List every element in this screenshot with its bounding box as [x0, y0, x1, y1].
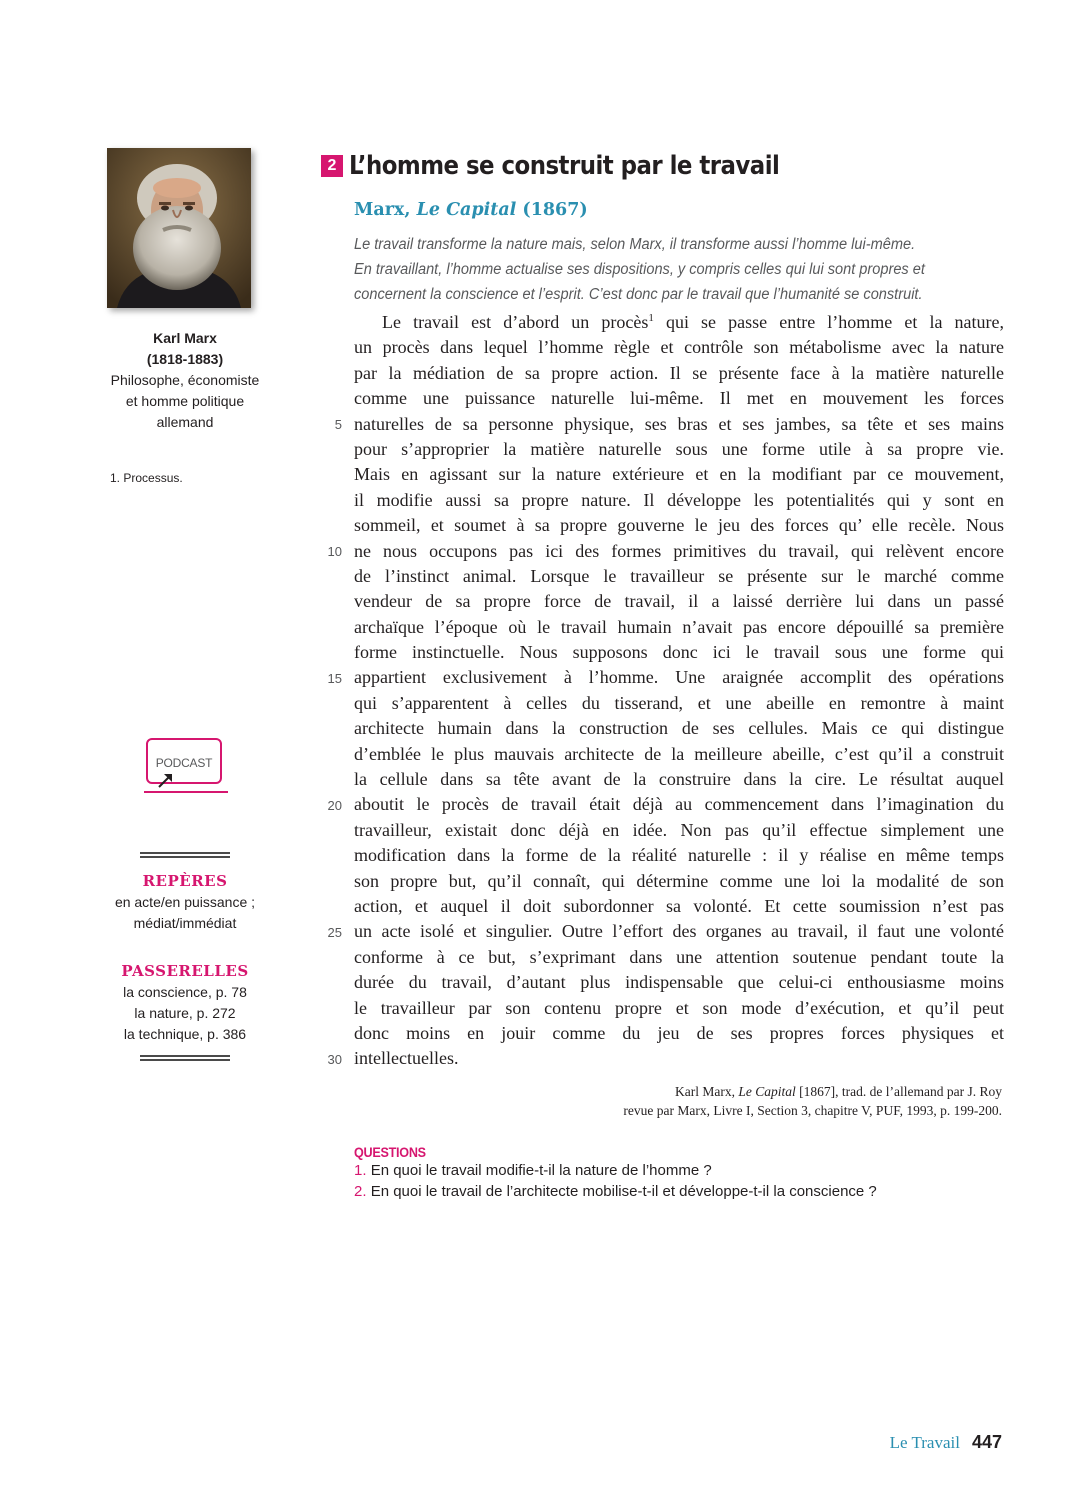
author-description-line: Philosophe, économiste	[110, 372, 260, 388]
excerpt-line: forme instinctuelle. Nous supposons donc ici le travail sous une forme qui	[354, 642, 1004, 663]
footnote: 1. Processus.	[110, 471, 183, 485]
excerpt-line: donc moins en jouir comme du jeu de ses propres forces physiques et	[354, 1022, 1004, 1043]
excerpt-line: action, et auquel il doit subordonner sa volonté. Et cette soumission n’est pas	[354, 895, 1004, 916]
excerpt-line: sommeil, et soumet à sa propre gouverne le jeu des forces qu’ elle recèle. Nous	[354, 515, 1004, 536]
excerpt-line: la cellule dans sa tête avant de la construire dans la cire. Le résultat auquel	[354, 769, 1004, 790]
reference-work: Le Capital	[416, 200, 517, 220]
excerpt-line: le travailleur par son contenu propre et son mode d’exécution, et qu’il peut	[354, 997, 1004, 1018]
document-number-badge: 2	[321, 155, 343, 177]
excerpt-line: par la médiation de sa propre action. Il se présente face à la matière naturelle	[354, 362, 1004, 383]
excerpt-line: conforme à ce but, s’exprimant dans une attention soutenue pendant toute la	[354, 946, 1004, 967]
line-number: 25	[327, 924, 342, 940]
portrait-image	[107, 148, 251, 308]
author-description-line: allemand	[156, 414, 214, 430]
podcast-underline	[144, 791, 228, 793]
passerelles-link[interactable]: la technique, p. 386	[123, 1026, 247, 1042]
passerelles-title: PASSERELLES	[121, 962, 249, 980]
page-number: 447	[971, 1432, 1002, 1452]
excerpt-line: ne nous occupons pas ici des formes primitives du travail, qui relèvent encore	[354, 540, 1004, 561]
podcast-label: PODCAST	[155, 756, 213, 770]
excerpt-line: archaïque l’époque où le travail humain n’avait pas encore dépouillé sa première	[354, 616, 1004, 637]
author-portrait	[107, 148, 251, 308]
line-number: 20	[327, 797, 342, 813]
footnote-marker: 1	[648, 312, 654, 324]
excerpt-line: durée du travail, d’autant plus indispensable que celui-ci enthousiasme moins	[354, 972, 1004, 993]
author-name: Karl Marx	[153, 330, 217, 346]
podcast-button[interactable]	[144, 738, 228, 794]
author-card	[100, 328, 270, 433]
divider	[140, 1055, 230, 1061]
chapter-name: Le Travail	[889, 1433, 960, 1452]
excerpt-line: travailleur, existait donc déjà en idée. Non pas qu’il effectue simplement une	[354, 819, 1004, 840]
excerpt-line: pour s’approprier la matière naturelle sous une forme utile à sa propre vie.	[354, 438, 1004, 459]
reference-author: Marx,	[354, 200, 417, 220]
excerpt-text: Le travail est d’abord un procès	[382, 312, 649, 332]
reference-year: (1867)	[516, 200, 588, 220]
intro-line: Le travail transforme la nature mais, selon Marx, il transforme aussi l’homme lui-même.	[354, 236, 916, 253]
excerpt-line: comme une puissance naturelle lui-même. Il met en mouvement les forces	[354, 388, 1004, 409]
question-text: En quoi le travail de l’architecte mobilise-t-il et développe-t-il la conscience ?	[370, 1183, 877, 1200]
source-work: Le Capital	[738, 1084, 796, 1099]
source-text: Karl Marx,	[675, 1084, 739, 1099]
question-number: 1.	[354, 1162, 367, 1179]
question-item	[354, 1181, 1014, 1202]
reperes-line: en acte/en puissance ;	[114, 894, 256, 910]
questions-block	[354, 1144, 1014, 1202]
question-item	[354, 1160, 1014, 1181]
source-line	[623, 1082, 1002, 1101]
excerpt-line: de l’instinct animal. Lorsque le travailleur se présente sur le marché comme	[354, 565, 1004, 586]
passerelles-link[interactable]: la conscience, p. 78	[123, 984, 247, 1000]
questions-title: QUESTIONS	[354, 1144, 426, 1160]
intro-line: En travaillant, l’homme actualise ses dispositions, y compris celles qui lui sont propres et	[354, 261, 925, 278]
excerpt-line: vendeur de sa propre force de travail, il a laissé derrière lui dans un passé	[354, 591, 1004, 612]
excerpt-text: qui se passe entre l’homme et la nature,	[653, 312, 1004, 332]
excerpt-line: aboutit le procès de travail était déjà au commencement dans l’imagination du	[354, 794, 1004, 815]
author-description-line: et homme politique	[125, 393, 245, 409]
excerpt-line: qui s’apparentent à celles du tisserand, et une abeille en remontre à maint	[354, 692, 1004, 713]
excerpt-line: il modifie aussi sa propre nature. Il développe les potentialités qui y sont en	[354, 489, 1004, 510]
question-number: 2.	[354, 1183, 367, 1200]
page-footer	[890, 1432, 1002, 1453]
author-dates: (1818-1883)	[146, 351, 224, 367]
passerelles-link[interactable]: la nature, p. 272	[134, 1005, 236, 1021]
excerpt-line: appartient exclusivement à l’homme. Une araignée accomplit des opérations	[354, 667, 1004, 688]
excerpt-line: modification dans la forme de la réalité naturelle : il y réalise en même temps	[354, 845, 1004, 866]
reperes-title: REPÈRES	[142, 872, 228, 890]
line-number: 10	[327, 543, 342, 559]
reperes-box	[110, 852, 260, 934]
introduction	[354, 232, 1014, 307]
document-heading	[321, 148, 838, 184]
excerpt-line: naturelles de sa personne physique, ses bras et ses jambes, sa tête et ses mains	[354, 413, 1004, 434]
intro-line: concernent la conscience et l’esprit. C’est donc par le travail que l’humanité se construit.	[354, 286, 923, 303]
source-citation	[623, 1082, 1002, 1120]
excerpt-line: intellectuelles.	[354, 1048, 459, 1069]
line-number: 15	[327, 670, 342, 686]
excerpt-line: un procès dans lequel l’homme règle et contrôle son métabolisme avec la nature	[354, 337, 1004, 358]
podcast-cursor-icon	[158, 772, 174, 788]
excerpt-body	[354, 310, 1004, 1072]
excerpt-line	[354, 310, 1004, 335]
excerpt-line: un acte isolé et singulier. Outre l’effort des organes au travail, il faut une volonté	[354, 921, 1004, 942]
line-number: 30	[327, 1051, 342, 1067]
source-line: revue par Marx, Livre I, Section 3, chapitre V, PUF, 1993, p. 199-200.	[623, 1103, 1002, 1118]
reperes-line: médiat/immédiat	[133, 915, 237, 931]
text-reference	[354, 200, 588, 220]
question-text: En quoi le travail modifie-t-il la nature de l’homme ?	[370, 1162, 712, 1179]
excerpt-line: son propre but, qu’il connaît, qui détermine comme une loi la modalité de son	[354, 870, 1004, 891]
divider	[140, 852, 230, 858]
excerpt-line: Mais en agissant sur la nature extérieure et en la modifiant par ce mouvement,	[354, 464, 1004, 485]
excerpt-line: architecte humain dans la construction de ses cellules. Mais ce qui distingue	[354, 718, 1004, 739]
passerelles-box	[110, 962, 260, 1061]
line-number: 5	[334, 416, 342, 432]
source-text: [1867], trad. de l’allemand par J. Roy	[795, 1084, 1002, 1099]
excerpt-line: d’emblée le plus mauvais architecte de la meilleure abeille, c’est qu’il a construit	[354, 743, 1004, 764]
document-title: L’homme se construit par le travail	[349, 151, 780, 181]
